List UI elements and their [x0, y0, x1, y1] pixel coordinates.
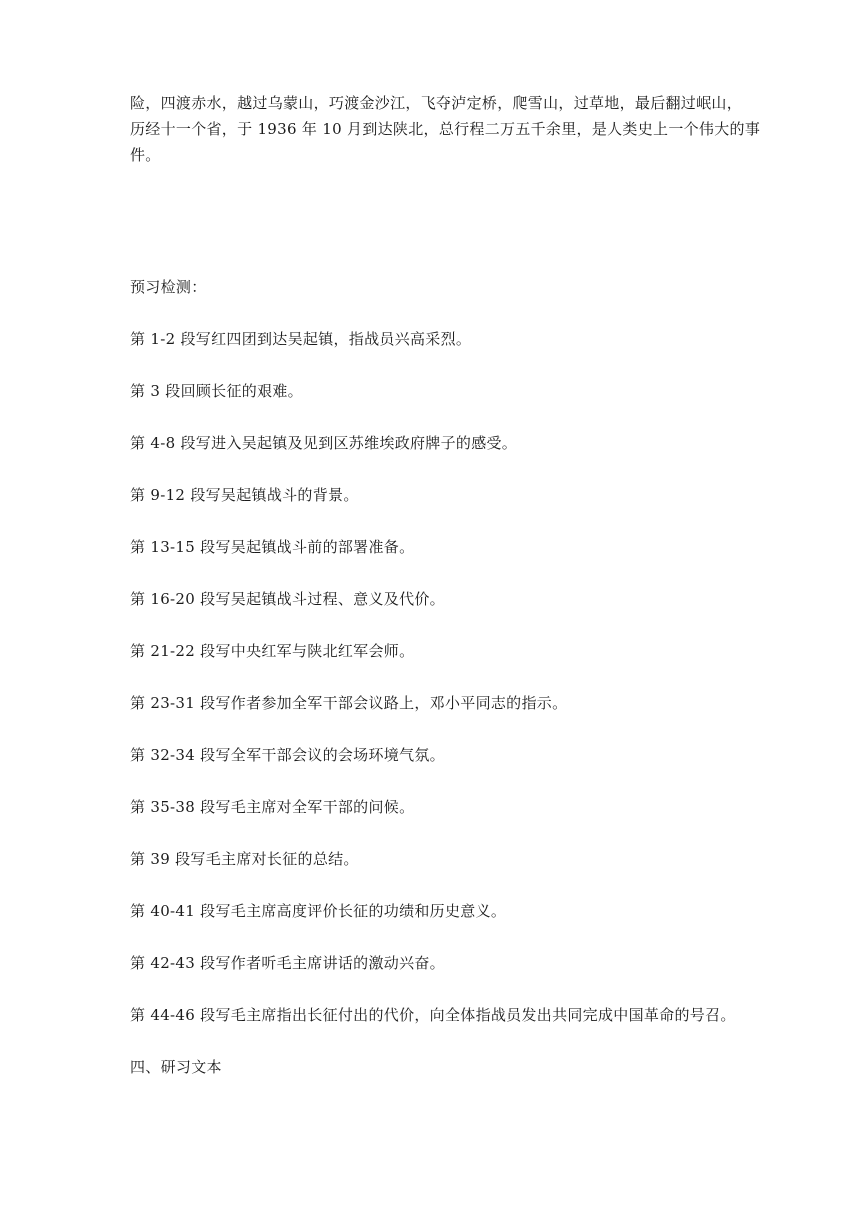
preview-label: 预习检测： [130, 278, 207, 296]
outline-item: 第 21-22 段写中央红军与陕北红军会师。 [130, 642, 415, 660]
outline-item: 第 39 段写毛主席对长征的总结。 [130, 850, 359, 868]
outline-item: 第 4-8 段写进入吴起镇及见到区苏维埃政府牌子的感受。 [130, 434, 518, 452]
intro-line-3: 件。 [130, 146, 161, 164]
outline-item: 第 16-20 段写吴起镇战斗过程、意义及代价。 [130, 590, 445, 608]
intro-line-1: 险，四渡赤水，越过乌蒙山，巧渡金沙江，飞夺泸定桥，爬雪山，过草地，最后翻过岷山， [130, 94, 743, 112]
outline-item: 第 44-46 段写毛主席指出长征付出的代价，向全体指战员发出共同完成中国革命的号召。 [130, 1006, 736, 1024]
outline-item: 第 40-41 段写毛主席高度评价长征的功绩和历史意义。 [130, 902, 507, 920]
intro-line-2: 历经十一个省，于 1936 年 10 月到达陕北，总行程二万五千余里，是人类史上一个伟大的事 [130, 120, 761, 138]
outline-item: 第 9-12 段写吴起镇战斗的背景。 [130, 486, 359, 504]
outline-item: 第 32-34 段写全军干部会议的会场环境气氛。 [130, 746, 445, 764]
paragraph-outline-list [130, 328, 770, 1056]
intro-paragraph [130, 90, 761, 168]
outline-item: 第 13-15 段写吴起镇战斗前的部署准备。 [130, 538, 415, 556]
section-heading: 四、研习文本 [130, 1058, 222, 1076]
outline-item: 第 23-31 段写作者参加全军干部会议路上，邓小平同志的指示。 [130, 694, 568, 712]
outline-item: 第 35-38 段写毛主席对全军干部的问候。 [130, 798, 415, 816]
outline-item: 第 1-2 段写红四团到达吴起镇，指战员兴高采烈。 [130, 330, 472, 348]
outline-item: 第 3 段回顾长征的艰难。 [130, 382, 303, 400]
outline-item: 第 42-43 段写作者听毛主席讲话的激动兴奋。 [130, 954, 445, 972]
